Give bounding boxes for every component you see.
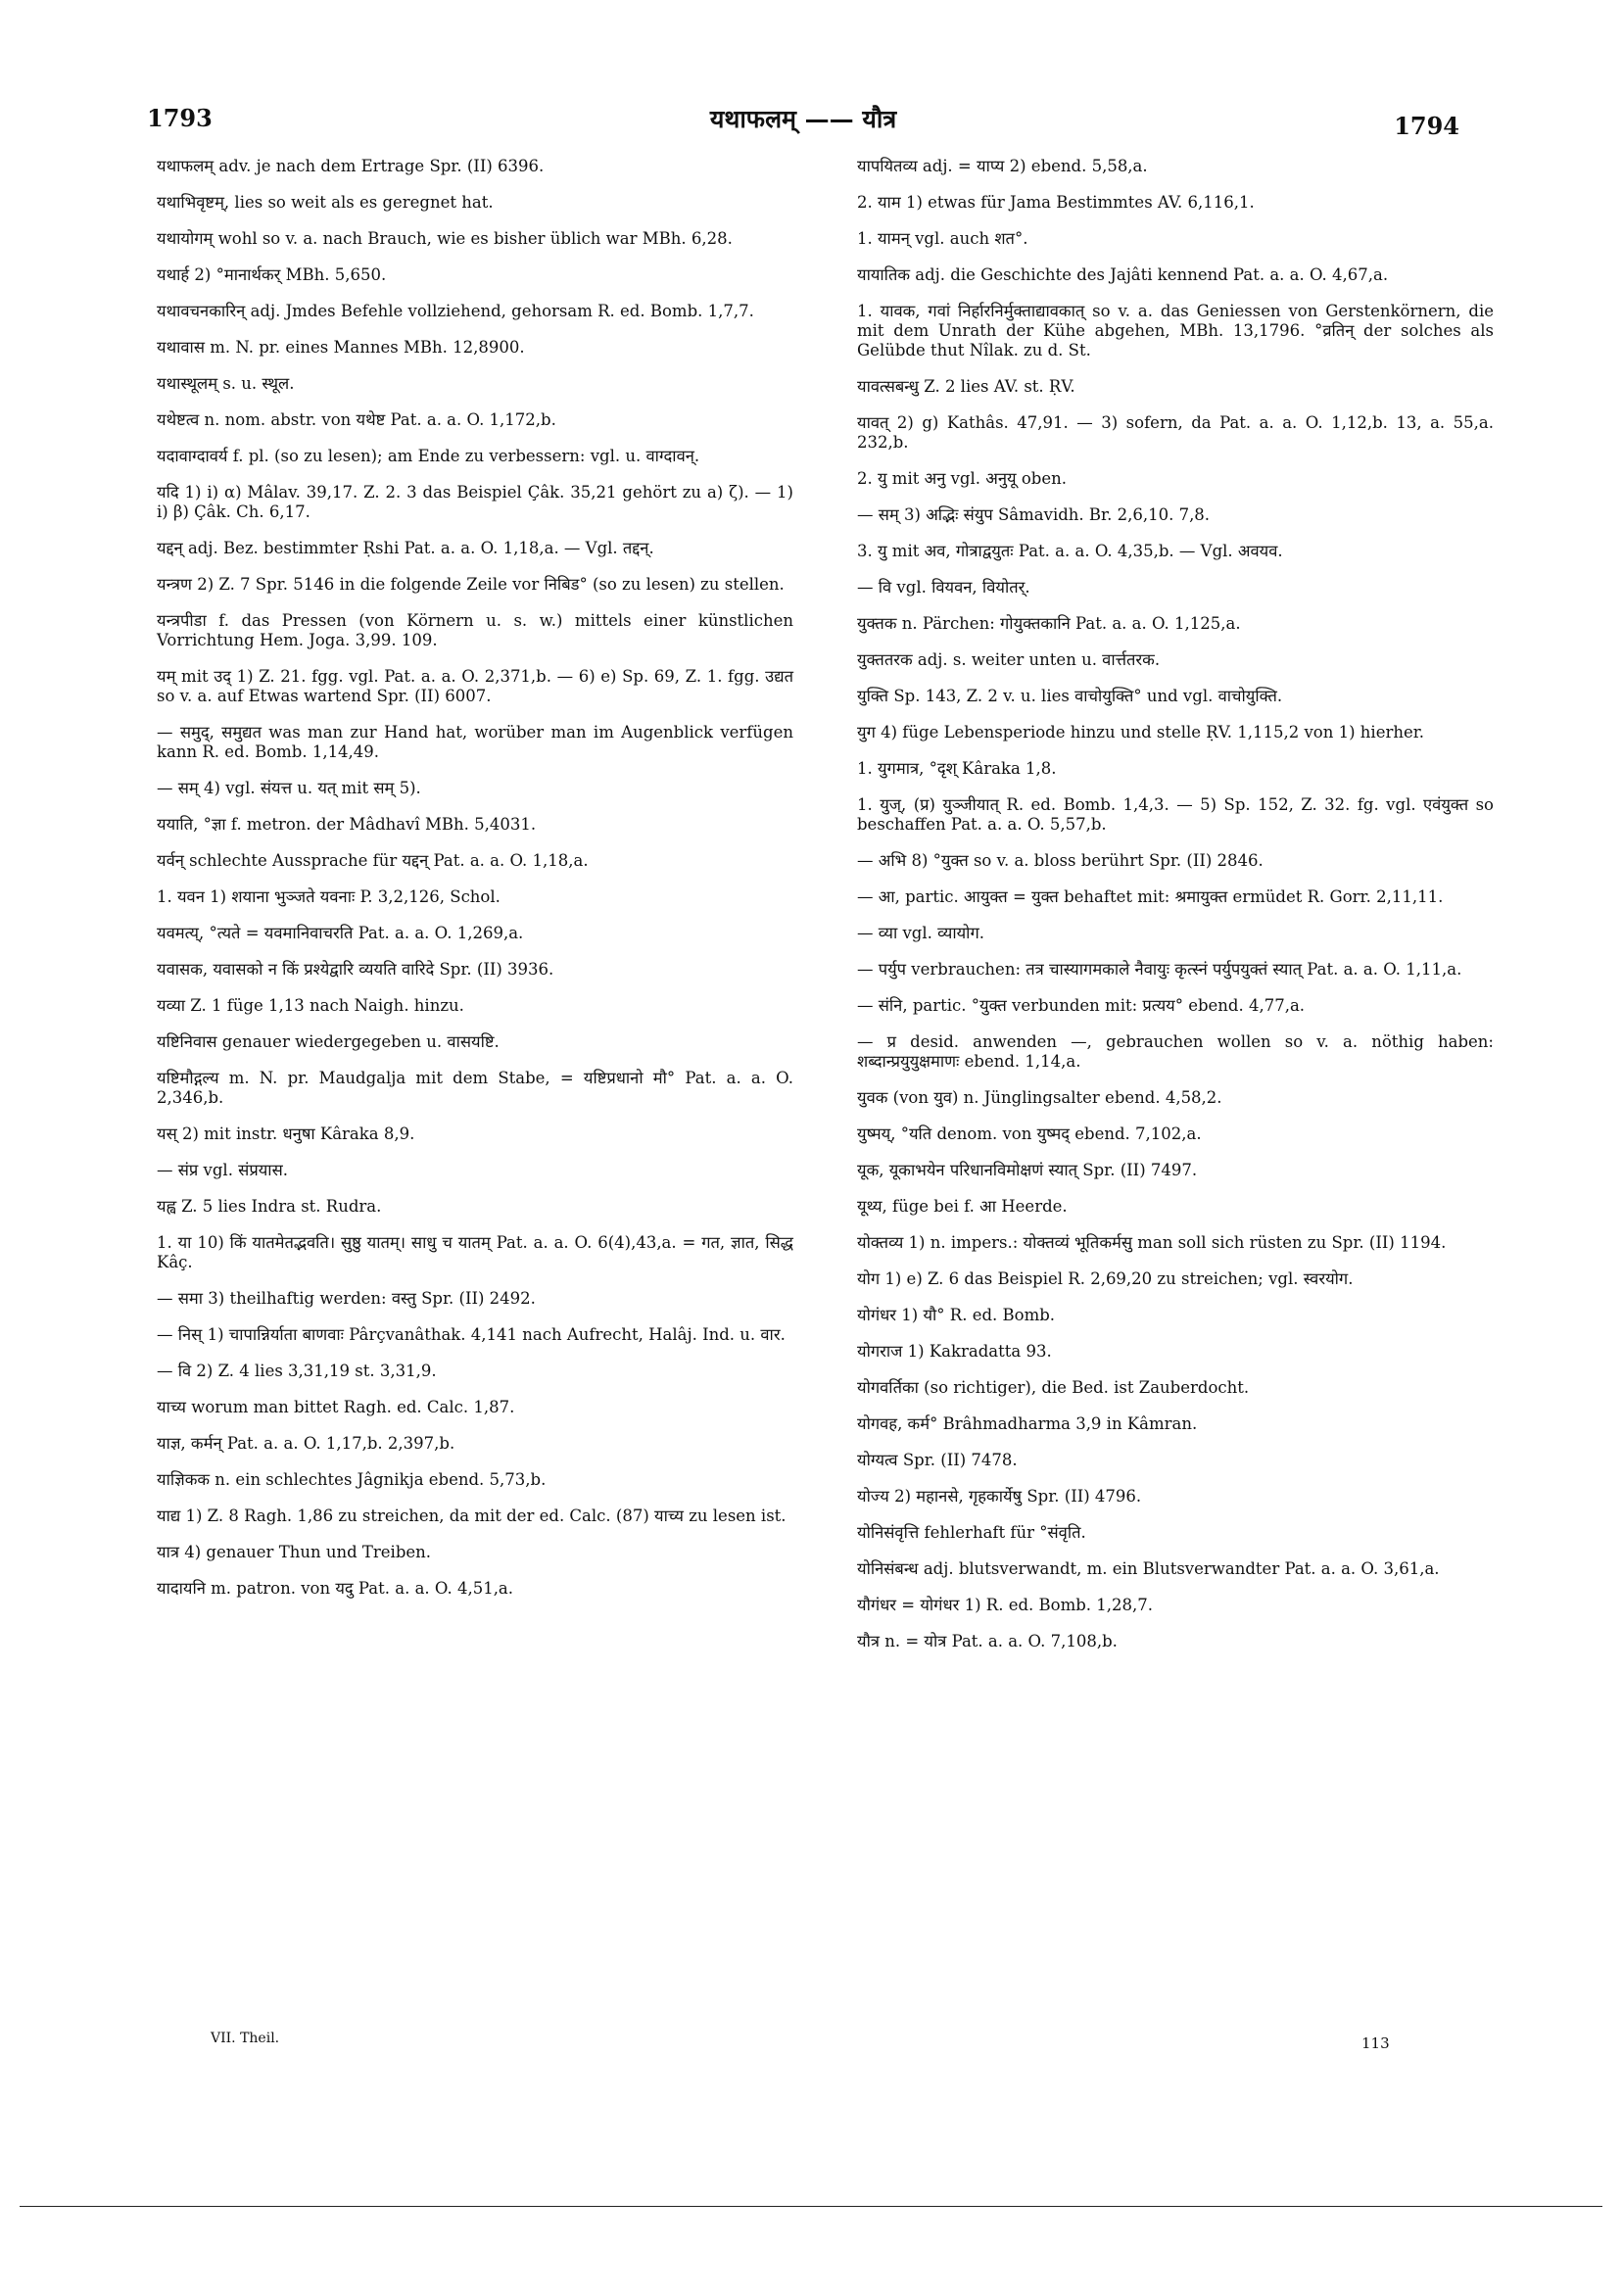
dictionary-entry: योग 1) e) Z. 6 das Beispiel R. 2,69,20 zu streichen; vgl. स्वरयोग. [857, 1269, 1354, 1288]
dictionary-entry: यवासक, यवासको न किं प्रश्येद्वारि व्ययति वारिदे Spr. (II) 3936. [157, 960, 554, 979]
dictionary-entry: यह्व Z. 5 lies Indra st. Rudra. [157, 1197, 382, 1216]
dictionary-entry: यौत्र n. = योत्र Pat. a. a. O. 7,108,b. [857, 1632, 1118, 1650]
dictionary-entry: योज्य 2) महानसे, गृहकार्येषु Spr. (II) 4796. [857, 1487, 1142, 1506]
dictionary-entry: युष्मय्, °यति denom. von युष्मद् ebend. 7,102,a. [857, 1124, 1202, 1143]
dictionary-entry: यथावास m. N. pr. eines Mannes MBh. 12,8900. [157, 338, 525, 357]
dictionary-entry: योगवह, कर्म° Brâhmadharma 3,9 in Kâmran. [857, 1414, 1198, 1433]
dictionary-entry: 1. या 10) किं यातमेतद्भवति। सुष्ठु यातम्। साधु च यातम् Pat. a. a. O. 6(4),43,a. = गत, ज्ञात, सिद्ध Kâç. [157, 1233, 793, 1271]
dictionary-entry: यादायनि m. patron. von यदु Pat. a. a. O. 4,51,a. [157, 1579, 514, 1598]
page-header [147, 98, 1459, 140]
dictionary-entry: यदि 1) i) α) Mâlav. 39,17. Z. 2. 3 das Beispiel Çâk. 35,21 gehört zu a) ζ). — 1) i) β) Çâk. Ch. 6,17. [157, 483, 793, 521]
dictionary-entry: 1. यामन् vgl. auch शत°. [857, 229, 1028, 248]
dictionary-entry: यद्दन् adj. Bez. bestimmter Ṛshi Pat. a. a. O. 1,18,a. — Vgl. तद्दन्. [157, 539, 654, 557]
dictionary-entry: यस् 2) mit instr. धनुषा Kâraka 8,9. [157, 1124, 415, 1143]
dictionary-entry: — संप्र vgl. संप्रयास. [157, 1161, 288, 1179]
dictionary-entry: यदावाग्दावर्य f. pl. (so zu lesen); am Ende zu verbessern: vgl. u. वाग्दावन्. [157, 447, 700, 465]
dictionary-entry: 1. यावक, गवां निर्हारनिर्मुक्ताद्यावकात् so v. a. das Geniessen von Gerstenkörnern, die mit dem Unrath der Kühe abgehen, MBh. 13,1796. °व्रतिन् der solches als Gelübde thut Nîlak. zu d. St. [857, 302, 1494, 359]
dictionary-entry: याज्ञ, कर्मन् Pat. a. a. O. 1,17,b. 2,397,b. [157, 1434, 455, 1453]
dictionary-entry: यूथ्य, füge bei f. आ Heerde. [857, 1197, 1068, 1216]
dictionary-entry: यष्टिनिवास genauer wiedergegeben u. वासयष्टि. [157, 1032, 500, 1051]
dictionary-entry: — संनि, partic. °युक्त verbunden mit: प्रत्यय° ebend. 4,77,a. [857, 996, 1306, 1015]
dictionary-entry: यथेष्टत्व n. nom. abstr. von यथेष्ट Pat. a. a. O. 1,172,b. [157, 410, 556, 429]
dictionary-entry: — निस् 1) चापान्निर्याता बाणवाः Pârçvanâthak. 4,141 nach Aufrecht, Halâj. Ind. u. वार. [157, 1325, 786, 1344]
dictionary-entry: यथार्ह 2) °मानार्थकर् MBh. 5,650. [157, 265, 387, 284]
dictionary-entry: यापयितव्य adj. = याप्य 2) ebend. 5,58,a. [857, 157, 1148, 175]
dictionary-entry: यवमत्य्, °त्यते = यवमानिवाचरति Pat. a. a. O. 1,269,a. [157, 924, 524, 942]
dictionary-entry: 2. यु mit अनु vgl. अनुयू oben. [857, 469, 1067, 488]
dictionary-entry: योक्तव्य 1) n. impers.: योक्तव्यं भूतिकर्मसु man soll sich rüsten zu Spr. (II) 1194. [857, 1233, 1447, 1252]
dictionary-entry: 1. युगमात्र, °दृश् Kâraka 1,8. [857, 759, 1057, 778]
dictionary-entry: युक्ति Sp. 143, Z. 2 v. u. lies वाचोयुक्ति° und vgl. वाचोयुक्ति. [857, 687, 1283, 705]
volume-note: VII. Theil. [211, 2031, 280, 2046]
dictionary-entry: यम् mit उद् 1) Z. 21. fgg. vgl. Pat. a. a. O. 2,371,b. — 6) e) Sp. 69, Z. 1. fgg. उद्यत so v. a. auf Etwas wartend Spr. (II) 6007. [157, 667, 793, 705]
dictionary-entry: — सम् 4) vgl. संयत्त u. यत् mit सम् 5). [157, 779, 421, 797]
dictionary-entry: 3. यु mit अव, गोत्राद्वयुतः Pat. a. a. O. 4,35,b. — Vgl. अवयव. [857, 542, 1283, 560]
dictionary-entry: यथावचनकारिन् adj. Jmdes Befehle vollziehend, gehorsam R. ed. Bomb. 1,7,7. [157, 302, 754, 320]
dictionary-entry: यथास्थूलम् s. u. स्थूल. [157, 374, 295, 393]
dictionary-entry: यायातिक adj. die Geschichte des Jajâti kennend Pat. a. a. O. 4,67,a. [857, 265, 1389, 284]
dictionary-entry: यथायोगम् wohl so v. a. nach Brauch, wie es bisher üblich war MBh. 6,28. [157, 229, 733, 248]
dictionary-entry: यथाफलम् adv. je nach dem Ertrage Spr. (II) 6396. [157, 157, 545, 175]
dictionary-entry: 2. याम 1) etwas für Jama Bestimmtes AV. 6,116,1. [857, 193, 1255, 212]
dictionary-entry: यथाभिवृष्टम्, lies so weit als es geregnet hat. [157, 193, 494, 212]
dictionary-entry: योनिसंबन्ध adj. blutsverwandt, m. ein Blutsverwandter Pat. a. a. O. 3,61,a. [857, 1559, 1440, 1578]
dictionary-entry: योगराज 1) Kakradatta 93. [857, 1342, 1052, 1361]
dictionary-entry: युग 4) füge Lebensperiode hinzu und stelle ṚV. 1,115,2 von 1) hierher. [857, 723, 1425, 741]
dictionary-entry: — समुद्, समुद्यत was man zur Hand hat, worüber man im Augenblick verfügen kann R. ed. Bomb. 1,14,49. [157, 723, 793, 761]
running-title: यथाफलम् —— यौत्र [709, 105, 897, 133]
dictionary-entry: — व्या vgl. व्यायोग. [857, 924, 984, 942]
dictionary-entry: — प्र desid. anwenden —, gebrauchen wollen so v. a. nöthig haben: शब्दान्प्रयुयुक्षमाणः ebend. 1,14,a. [857, 1032, 1494, 1071]
page-number-left: 1793 [147, 104, 213, 132]
dictionary-entry: यावत् 2) g) Kathâs. 47,91. — 3) sofern, da Pat. a. a. O. 1,12,b. 13, a. 55,a. 232,b. [857, 413, 1494, 452]
right-column [857, 157, 1494, 1668]
dictionary-entry: याद्य 1) Z. 8 Ragh. 1,86 zu streichen, da mit der ed. Calc. (87) याच्य zu lesen ist. [157, 1507, 787, 1525]
signature-mark: 113 [1361, 2034, 1390, 2052]
dictionary-entry: योनिसंवृत्ति fehlerhaft für °संवृति. [857, 1523, 1086, 1542]
dictionary-entry: यर्वन् schlechte Aussprache für यद्दन् Pat. a. a. O. 1,18,a. [157, 851, 589, 870]
dictionary-entry: — वि vgl. वियवन, वियोतर्. [857, 578, 1030, 597]
dictionary-entry: 1. यवन 1) शयाना भुञ्जते यवनाः P. 3,2,126, Schol. [157, 887, 501, 906]
dictionary-entry: युक्ततरक adj. s. weiter unten u. वार्त्ततरक. [857, 650, 1161, 669]
dictionary-entry: — वि 2) Z. 4 lies 3,31,19 st. 3,31,9. [157, 1362, 437, 1380]
dictionary-entry: यावत्सबन्धु Z. 2 lies AV. st. ṚV. [857, 377, 1075, 396]
bottom-rule [20, 2206, 1602, 2207]
dictionary-entry: योगवर्तिका (so richtiger), die Bed. ist Zauberdocht. [857, 1378, 1250, 1397]
dictionary-entry: यन्त्रण 2) Z. 7 Spr. 5146 in die folgende Zeile vor निबिड° (so zu lesen) zu stellen. [157, 575, 785, 594]
dictionary-entry: यात्र 4) genauer Thun und Treiben. [157, 1543, 432, 1561]
dictionary-entry: यौगंधर = योगंधर 1) R. ed. Bomb. 1,28,7. [857, 1596, 1154, 1614]
page-number-right: 1794 [1394, 112, 1459, 140]
dictionary-entry: — आ, partic. आयुक्त = युक्त behaftet mit: श्रमायुक्त ermüdet R. Gorr. 2,11,11. [857, 887, 1444, 906]
dictionary-entry: योग्यत्व Spr. (II) 7478. [857, 1451, 1018, 1469]
dictionary-entry: यव्या Z. 1 füge 1,13 nach Naigh. hinzu. [157, 996, 464, 1015]
dictionary-entry: यन्त्रपीडा f. das Pressen (von Körnern u. s. w.) mittels einer künstlichen Vorrichtung Hem. Joga. 3,99. 109. [157, 611, 793, 649]
dictionary-entry: यूक, यूकाभयेन परिधानविमोक्षणं स्यात् Spr. (II) 7497. [857, 1161, 1198, 1179]
dictionary-entry: युवक (von युव) n. Jünglingsalter ebend. 4,58,2. [857, 1088, 1222, 1107]
dictionary-entry: — पर्युप verbrauchen: तत्र चास्यागमकाले नैवायुः कृत्स्नं पर्युपयुक्तं स्यात् Pat. a. a. O. 1,11,a. [857, 960, 1462, 979]
dictionary-entry: योगंधर 1) यौ° R. ed. Bomb. [857, 1306, 1056, 1324]
dictionary-entry: ययाति, °ज्ञा f. metron. der Mâdhavî MBh. 5,4031. [157, 815, 537, 834]
dictionary-entry: याज्ञिकक n. ein schlechtes Jâgnikja ebend. 5,73,b. [157, 1470, 547, 1489]
dictionary-entry: 1. युज्, (प्र) युञ्जीयात् R. ed. Bomb. 1,4,3. — 5) Sp. 152, Z. 32. fg. vgl. एवंयुक्त so beschaffen Pat. a. a. O. 5,57,b. [857, 795, 1494, 834]
dictionary-entry: — अभि 8) °युक्त so v. a. bloss berührt Spr. (II) 2846. [857, 851, 1264, 870]
left-column [157, 157, 793, 1615]
dictionary-entry: — सम् 3) अद्भिः संयुप Sâmavidh. Br. 2,6,10. 7,8. [857, 505, 1211, 524]
dictionary-entry: — समा 3) theilhaftig werden: वस्तु Spr. (II) 2492. [157, 1289, 536, 1308]
dictionary-entry: यष्टिमौद्गल्य m. N. pr. Maudgalja mit dem Stabe, = यष्टिप्रधानो मौ° Pat. a. a. O. 2,346,b. [157, 1069, 793, 1107]
dictionary-entry: याच्य worum man bittet Ragh. ed. Calc. 1,87. [157, 1398, 515, 1416]
dictionary-entry: युक्तक n. Pärchen: गोयुक्तकानि Pat. a. a. O. 1,125,a. [857, 614, 1241, 633]
